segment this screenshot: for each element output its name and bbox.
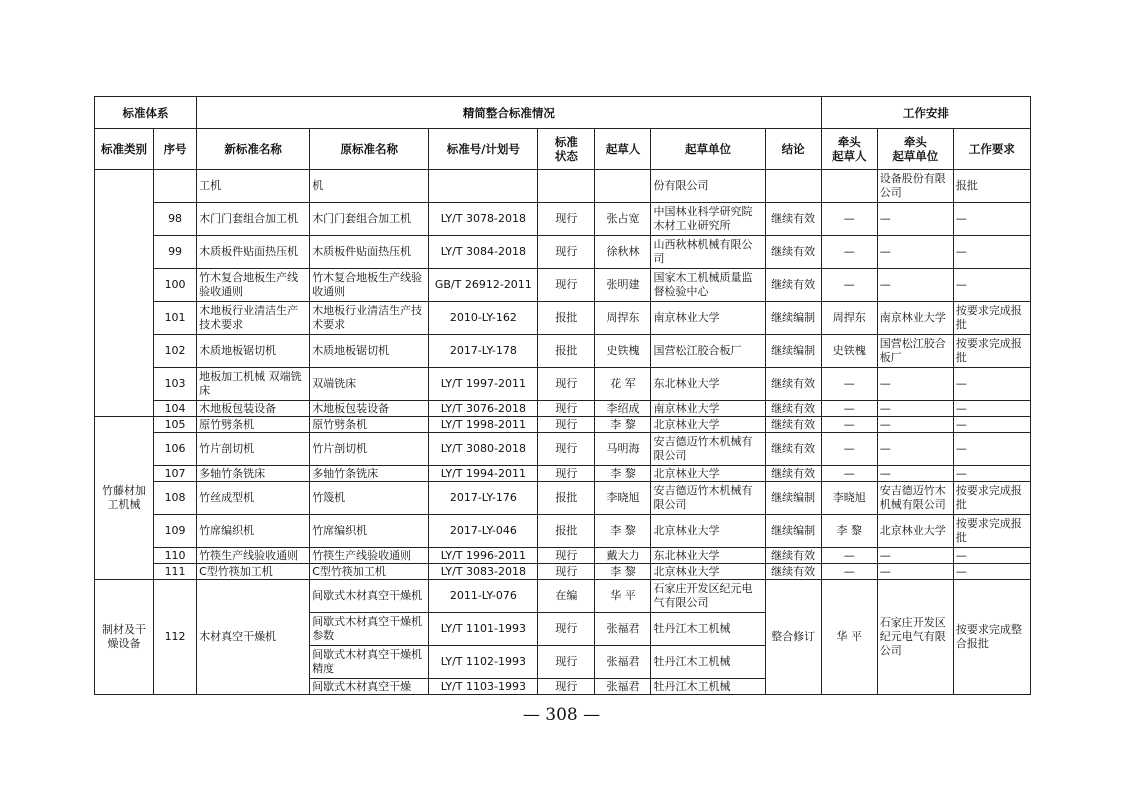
- drafting-unit: 中国林业科学研究院木材工业研究所: [651, 203, 765, 236]
- lead-unit: 石家庄开发区纪元电气有限公司: [877, 580, 953, 695]
- conclusion: 继续有效: [765, 236, 821, 269]
- row-number: 108: [154, 482, 197, 515]
- drafting-unit: 南京林业大学: [651, 401, 765, 417]
- lead-unit: —: [877, 433, 953, 466]
- drafting-unit: 份有限公司: [651, 170, 765, 203]
- conclusion: 继续有效: [765, 269, 821, 302]
- row-number: 104: [154, 401, 197, 417]
- row-number: 99: [154, 236, 197, 269]
- drafter: 周捍东: [595, 302, 651, 335]
- column-header: 工作要求: [953, 129, 1030, 170]
- work-requirement: —: [953, 203, 1030, 236]
- standard-code: LY/T 3084-2018: [429, 236, 538, 269]
- standard-code: 2010-LY-162: [429, 302, 538, 335]
- drafter: 花 军: [595, 368, 651, 401]
- table-row: [95, 564, 1031, 580]
- original-standard-name: 间歇式木材真空干燥机 参数: [310, 613, 429, 646]
- lead-drafter: 李 黎: [821, 515, 877, 548]
- original-standard-name: 多轴竹条铣床: [310, 466, 429, 482]
- work-requirement: —: [953, 401, 1030, 417]
- drafter: 徐秋林: [595, 236, 651, 269]
- work-requirement: 按要求完成报批: [953, 482, 1030, 515]
- drafter: 李 黎: [595, 466, 651, 482]
- lead-drafter: —: [821, 236, 877, 269]
- table-row: [95, 433, 1031, 466]
- column-header: 标准号/计划号: [429, 129, 538, 170]
- drafting-unit: 牡丹江木工机械: [651, 646, 765, 679]
- work-requirement: —: [953, 417, 1030, 433]
- group-header-system: 标准体系: [95, 97, 197, 129]
- new-standard-name: 竹片剖切机: [197, 433, 310, 466]
- new-standard-name: 竹筷生产线验收通则: [197, 548, 310, 564]
- original-standard-name: 竹席编织机: [310, 515, 429, 548]
- standard-status: 现行: [538, 646, 595, 679]
- lead-drafter: 华 平: [821, 580, 877, 695]
- new-standard-name: 木地板包装设备: [197, 401, 310, 417]
- drafting-unit: 东北林业大学: [651, 368, 765, 401]
- table-row: [95, 482, 1031, 515]
- original-standard-name: 间歇式木材真空干燥: [310, 679, 429, 695]
- standard-code: LY/T 1102-1993: [429, 646, 538, 679]
- drafter: [595, 170, 651, 203]
- table-row: [95, 548, 1031, 564]
- work-requirement: —: [953, 236, 1030, 269]
- new-standard-name: 木地板行业清洁生产技术要求: [197, 302, 310, 335]
- row-number: 112: [154, 580, 197, 695]
- lead-drafter: —: [821, 401, 877, 417]
- drafting-unit: 北京林业大学: [651, 515, 765, 548]
- original-standard-name: 竹木复合地板生产线验收通则: [310, 269, 429, 302]
- standard-code: 2017-LY-176: [429, 482, 538, 515]
- work-requirement: —: [953, 466, 1030, 482]
- lead-drafter: 史铁槐: [821, 335, 877, 368]
- standards-table: [94, 96, 1031, 695]
- lead-unit: —: [877, 236, 953, 269]
- original-standard-name: 竹篾机: [310, 482, 429, 515]
- lead-unit: 国营松江胶合板厂: [877, 335, 953, 368]
- original-standard-name: 木门门套组合加工机: [310, 203, 429, 236]
- standard-code: LY/T 1101-1993: [429, 613, 538, 646]
- lead-drafter: 李晓旭: [821, 482, 877, 515]
- original-standard-name: 木地板包装设备: [310, 401, 429, 417]
- conclusion: 继续编制: [765, 515, 821, 548]
- column-header: 牵头 起草单位: [877, 129, 953, 170]
- conclusion: 继续编制: [765, 302, 821, 335]
- original-standard-name: 间歇式木材真空干燥机 精度: [310, 646, 429, 679]
- conclusion: 继续有效: [765, 466, 821, 482]
- drafting-unit: 北京林业大学: [651, 564, 765, 580]
- standard-code: LY/T 3083-2018: [429, 564, 538, 580]
- original-standard-name: 双端铣床: [310, 368, 429, 401]
- lead-drafter: [821, 170, 877, 203]
- work-requirement: 按要求完成报批: [953, 302, 1030, 335]
- conclusion: 继续有效: [765, 433, 821, 466]
- original-standard-name: 机: [310, 170, 429, 203]
- table-row: [95, 203, 1031, 236]
- standard-status: 现行: [538, 564, 595, 580]
- lead-unit: —: [877, 466, 953, 482]
- standard-status: 现行: [538, 401, 595, 417]
- table-row: [95, 417, 1031, 433]
- conclusion: [765, 170, 821, 203]
- standard-status: 报批: [538, 335, 595, 368]
- standard-status: 现行: [538, 203, 595, 236]
- new-standard-name: 木质地板锯切机: [197, 335, 310, 368]
- drafter: 张福君: [595, 613, 651, 646]
- drafting-unit: 东北林业大学: [651, 548, 765, 564]
- original-standard-name: 竹片剖切机: [310, 433, 429, 466]
- group-header-row: [95, 97, 1031, 129]
- table-row: [95, 466, 1031, 482]
- work-requirement: 按要求完成整合报批: [953, 580, 1030, 695]
- lead-unit: —: [877, 564, 953, 580]
- drafting-unit: 国家木工机械质量监督检验中心: [651, 269, 765, 302]
- row-number: [154, 170, 197, 203]
- drafter: 李 黎: [595, 515, 651, 548]
- table-row: [95, 236, 1031, 269]
- column-header: 结论: [765, 129, 821, 170]
- lead-drafter: —: [821, 564, 877, 580]
- lead-unit: 南京林业大学: [877, 302, 953, 335]
- row-number: 107: [154, 466, 197, 482]
- drafter: 张占宽: [595, 203, 651, 236]
- drafting-unit: 北京林业大学: [651, 417, 765, 433]
- drafting-unit: 牡丹江木工机械: [651, 679, 765, 695]
- new-standard-name: 木门门套组合加工机: [197, 203, 310, 236]
- new-standard-name: 地板加工机械 双端铣床: [197, 368, 310, 401]
- new-standard-name: 竹木复合地板生产线验收通则: [197, 269, 310, 302]
- standard-code: LY/T 3078-2018: [429, 203, 538, 236]
- standard-code: LY/T 1998-2011: [429, 417, 538, 433]
- lead-drafter: —: [821, 417, 877, 433]
- column-header: 原标准名称: [310, 129, 429, 170]
- conclusion: 继续编制: [765, 335, 821, 368]
- standard-status: 现行: [538, 269, 595, 302]
- table-row: [95, 269, 1031, 302]
- drafter: 李绍成: [595, 401, 651, 417]
- standard-code: [429, 170, 538, 203]
- column-header: 序号: [154, 129, 197, 170]
- category-cell: [95, 170, 154, 417]
- conclusion: 整合修订: [765, 580, 821, 695]
- standard-status: 在编: [538, 580, 595, 613]
- new-standard-name: C型竹筷加工机: [197, 564, 310, 580]
- standard-status: 报批: [538, 302, 595, 335]
- drafting-unit: 北京林业大学: [651, 466, 765, 482]
- drafting-unit: 国营松江胶合板厂: [651, 335, 765, 368]
- standard-status: 现行: [538, 679, 595, 695]
- column-header: 新标准名称: [197, 129, 310, 170]
- standard-status: 现行: [538, 613, 595, 646]
- standard-code: LY/T 1994-2011: [429, 466, 538, 482]
- column-header: 牵头 起草人: [821, 129, 877, 170]
- lead-drafter: —: [821, 368, 877, 401]
- new-standard-name: 木质板件贴面热压机: [197, 236, 310, 269]
- drafting-unit: 牡丹江木工机械: [651, 613, 765, 646]
- category-cell: 竹藤材加工机械: [95, 417, 154, 580]
- new-standard-name: 竹丝成型机: [197, 482, 310, 515]
- lead-unit: —: [877, 203, 953, 236]
- column-header: 起草人: [595, 129, 651, 170]
- conclusion: 继续有效: [765, 368, 821, 401]
- row-number: 110: [154, 548, 197, 564]
- table-row: [95, 368, 1031, 401]
- group-header-work: 工作安排: [821, 97, 1030, 129]
- standard-code: LY/T 3080-2018: [429, 433, 538, 466]
- work-requirement: —: [953, 269, 1030, 302]
- category-cell: 制材及干燥设备: [95, 580, 154, 695]
- table-row: [95, 302, 1031, 335]
- standard-code: LY/T 1997-2011: [429, 368, 538, 401]
- conclusion: 继续有效: [765, 417, 821, 433]
- drafting-unit: 南京林业大学: [651, 302, 765, 335]
- standard-code: 2011-LY-076: [429, 580, 538, 613]
- row-number: 100: [154, 269, 197, 302]
- drafter: 华 平: [595, 580, 651, 613]
- conclusion: 继续有效: [765, 564, 821, 580]
- standard-status: 报批: [538, 515, 595, 548]
- original-standard-name: 木质板件贴面热压机: [310, 236, 429, 269]
- table-row: [95, 515, 1031, 548]
- standard-code: 2017-LY-046: [429, 515, 538, 548]
- new-standard-name: 工机: [197, 170, 310, 203]
- row-number: 98: [154, 203, 197, 236]
- column-header: 标准 状态: [538, 129, 595, 170]
- drafting-unit: 安吉德迈竹木机械有限公司: [651, 433, 765, 466]
- work-requirement: —: [953, 368, 1030, 401]
- lead-drafter: —: [821, 203, 877, 236]
- row-number: 102: [154, 335, 197, 368]
- new-standard-name: 竹席编织机: [197, 515, 310, 548]
- row-number: 103: [154, 368, 197, 401]
- standard-status: 现行: [538, 466, 595, 482]
- table-body: [95, 170, 1031, 695]
- original-standard-name: C型竹筷加工机: [310, 564, 429, 580]
- drafter: 李 黎: [595, 564, 651, 580]
- original-standard-name: 竹筷生产线验收通则: [310, 548, 429, 564]
- work-requirement: 按要求完成报批: [953, 515, 1030, 548]
- table-row: [95, 401, 1031, 417]
- standard-status: 现行: [538, 368, 595, 401]
- work-requirement: 按要求完成报批: [953, 335, 1030, 368]
- new-standard-name: 原竹劈条机: [197, 417, 310, 433]
- column-header: 标准类别: [95, 129, 154, 170]
- lead-drafter: —: [821, 466, 877, 482]
- drafting-unit: 安吉德迈竹木机械有限公司: [651, 482, 765, 515]
- standard-code: 2017-LY-178: [429, 335, 538, 368]
- work-requirement: —: [953, 548, 1030, 564]
- lead-unit: —: [877, 368, 953, 401]
- lead-unit: —: [877, 401, 953, 417]
- work-requirement: —: [953, 564, 1030, 580]
- standard-code: LY/T 1996-2011: [429, 548, 538, 564]
- work-requirement: —: [953, 433, 1030, 466]
- drafter: 张明建: [595, 269, 651, 302]
- standard-status: [538, 170, 595, 203]
- lead-drafter: —: [821, 433, 877, 466]
- drafting-unit: 山西秋林机械有限公司: [651, 236, 765, 269]
- row-number: 105: [154, 417, 197, 433]
- conclusion: 继续有效: [765, 203, 821, 236]
- standard-status: 现行: [538, 417, 595, 433]
- original-standard-name: 间歇式木材真空干燥机: [310, 580, 429, 613]
- drafter: 李晓旭: [595, 482, 651, 515]
- standard-code: GB/T 26912-2011: [429, 269, 538, 302]
- group-header-integration: 精简整合标准情况: [197, 97, 822, 129]
- standard-status: 现行: [538, 236, 595, 269]
- standard-code: LY/T 3076-2018: [429, 401, 538, 417]
- lead-unit: —: [877, 548, 953, 564]
- drafting-unit: 石家庄开发区纪元电气有限公司: [651, 580, 765, 613]
- lead-unit: 安吉德迈竹木机械有限公司: [877, 482, 953, 515]
- standard-status: 现行: [538, 433, 595, 466]
- lead-unit: —: [877, 269, 953, 302]
- lead-drafter: 周捍东: [821, 302, 877, 335]
- standard-status: 报批: [538, 482, 595, 515]
- page-number: — 308 —: [522, 705, 601, 725]
- drafter: 李 黎: [595, 417, 651, 433]
- row-number: 101: [154, 302, 197, 335]
- standard-code: LY/T 1103-1993: [429, 679, 538, 695]
- standard-status: 现行: [538, 548, 595, 564]
- column-header-row: [95, 129, 1031, 170]
- conclusion: 继续有效: [765, 548, 821, 564]
- table-row: [95, 580, 1031, 613]
- row-number: 106: [154, 433, 197, 466]
- work-requirement: 报批: [953, 170, 1030, 203]
- new-standard-name: 多轴竹条铣床: [197, 466, 310, 482]
- drafter: 马明海: [595, 433, 651, 466]
- row-number: 109: [154, 515, 197, 548]
- drafter: 戴大力: [595, 548, 651, 564]
- lead-unit: 设备股份有限公司: [877, 170, 953, 203]
- row-number: 111: [154, 564, 197, 580]
- original-standard-name: 木质地板锯切机: [310, 335, 429, 368]
- lead-drafter: —: [821, 269, 877, 302]
- conclusion: 继续有效: [765, 401, 821, 417]
- drafter: 张福君: [595, 679, 651, 695]
- new-standard-name: 木材真空干燥机: [197, 580, 310, 695]
- lead-unit: —: [877, 417, 953, 433]
- original-standard-name: 木地板行业清洁生产技术要求: [310, 302, 429, 335]
- table-row: [95, 170, 1031, 203]
- lead-unit: 北京林业大学: [877, 515, 953, 548]
- conclusion: 继续编制: [765, 482, 821, 515]
- column-header: 起草单位: [651, 129, 765, 170]
- lead-drafter: —: [821, 548, 877, 564]
- table-row: [95, 335, 1031, 368]
- drafter: 张福君: [595, 646, 651, 679]
- original-standard-name: 原竹劈条机: [310, 417, 429, 433]
- drafter: 史铁槐: [595, 335, 651, 368]
